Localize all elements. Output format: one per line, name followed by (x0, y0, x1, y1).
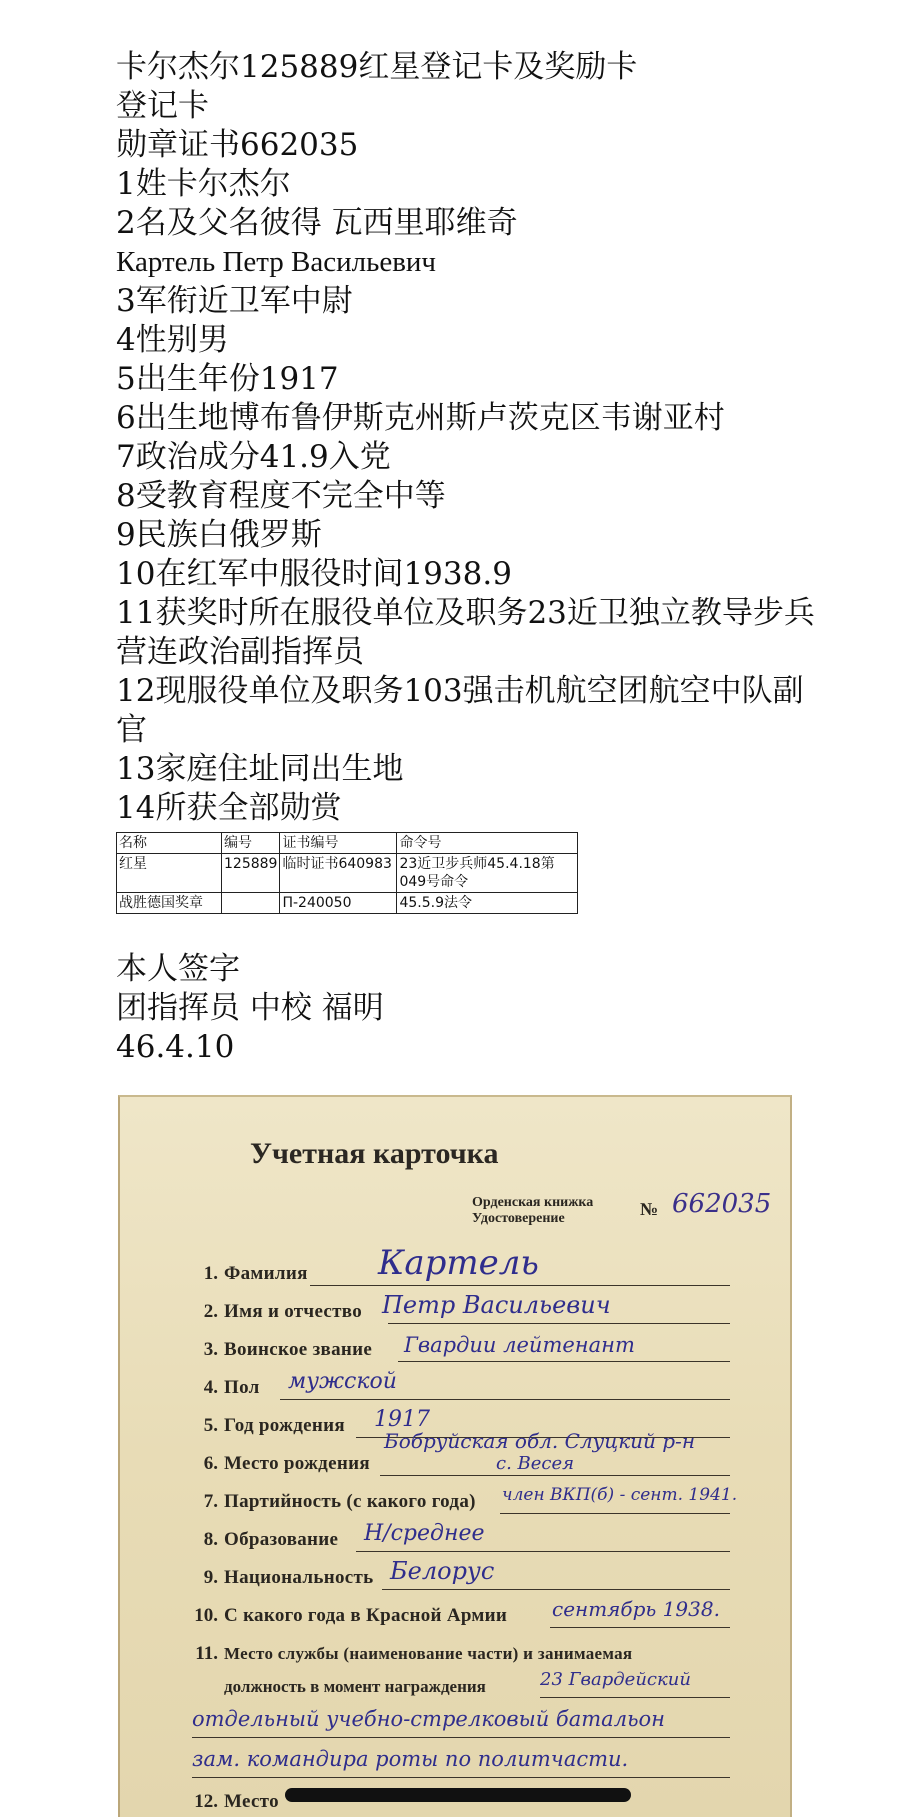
card-field-1 (192, 1263, 308, 1285)
card-field-number: 6. (203, 1453, 218, 1474)
card-field-label: С какого года в Красной Армии (224, 1605, 508, 1626)
table-cell: 红星 (117, 854, 222, 893)
table-cell: 45.5.9法令 (397, 893, 578, 914)
card-field-label: Имя и отчество (224, 1301, 363, 1322)
card-field-11-label-2: должность в момент награждения (224, 1677, 486, 1696)
field-6: 6出生地博布鲁伊斯克州斯卢茨克区韦谢亚村 (116, 400, 725, 436)
card-field-label: Год рождения (224, 1415, 345, 1436)
table-header: 证书编号 (280, 833, 397, 854)
card-field-11 (192, 1643, 632, 1665)
card-field-label: Место службы (наименование части) и занимаемая (224, 1644, 633, 1663)
card-value-service-1: 23 Гвардейский (540, 1669, 691, 1690)
card-field-number: 11. (195, 1643, 218, 1664)
card-field-number: 8. (203, 1529, 218, 1550)
card-field-label: Партийность (с какого года) (224, 1491, 476, 1512)
field-12: 12现服役单位及职务103强击机航空团航空中队副官 (116, 673, 804, 748)
field-8: 8受教育程度不完全中等 (116, 478, 446, 514)
field-2-russian: Картель Петр Васильевич (116, 246, 437, 278)
card-field-label: Воинское звание (224, 1339, 373, 1360)
table-row (117, 854, 578, 893)
card-number-label: № (640, 1199, 659, 1219)
field-3: 3军衔近卫军中尉 (116, 283, 353, 319)
card-field-number: 7. (203, 1491, 218, 1512)
card-book-label (472, 1195, 593, 1227)
card-value-party: член ВКП(б) - сент. 1941. (502, 1485, 738, 1505)
field-1: 1姓卡尔杰尔 (116, 166, 291, 202)
card-field-number: 4. (203, 1377, 218, 1398)
card-value-birthplace: Бобруйская обл. Слуцкий р-н (384, 1429, 695, 1453)
card-value-service-2: отдельный учебно-стрелковый батальон (192, 1707, 665, 1731)
table-row (117, 893, 578, 914)
doc-subtitle: 登记卡 (116, 88, 209, 124)
signature-label: 本人签字 (116, 951, 240, 987)
card-number-value: 662035 (672, 1189, 772, 1219)
medal-book-line: 勋章证书662035 (116, 127, 359, 163)
card-field-number: 3. (203, 1339, 218, 1360)
card-field-2 (192, 1301, 362, 1323)
signatory: 团指挥员 中校 福明 (116, 990, 384, 1026)
card-field-number: 10. (194, 1605, 218, 1626)
card-book-line-1: Орденская книжка (472, 1195, 594, 1210)
table-cell (222, 893, 280, 914)
field-5: 5出生年份1917 (116, 361, 339, 397)
card-value-service-3: зам. командира роты по политчасти. (192, 1747, 629, 1771)
card-field-number: 9. (203, 1567, 218, 1588)
card-value-birthplace-village: с. Весея (496, 1453, 575, 1474)
card-field-10 (192, 1605, 507, 1627)
awards-table (116, 832, 578, 914)
card-field-5 (192, 1415, 345, 1437)
table-cell: П-240050 (280, 893, 397, 914)
field-11: 11获奖时所在服役单位及职务23近卫独立教导步兵营连政治副指挥员 (116, 595, 815, 670)
field-10: 10在红军中服役时间1938.9 (116, 556, 512, 592)
table-cell: 临时证书640983 (280, 854, 397, 893)
card-field-number: 1. (203, 1263, 218, 1284)
table-cell: 125889 (222, 854, 280, 893)
table-cell: 23近卫步兵师45.4.18第049号命令 (397, 854, 578, 893)
card-value-surname: Картель (378, 1243, 539, 1283)
scanned-card-image (118, 1095, 792, 1817)
field-9: 9民族白俄罗斯 (116, 517, 322, 553)
card-book-line-2: Удостоверение (472, 1211, 565, 1226)
card-field-12 (192, 1791, 279, 1813)
table-header: 名称 (117, 833, 222, 854)
card-value-name: Петр Васильевич (382, 1291, 611, 1319)
table-header-row (117, 833, 578, 854)
card-field-number: 12. (194, 1791, 218, 1812)
card-field-label: Национальность (224, 1567, 374, 1588)
card-field-3 (192, 1339, 372, 1361)
card-field-4 (192, 1377, 260, 1399)
doc-title: 卡尔杰尔125889红星登记卡及奖励卡 (116, 49, 638, 85)
card-value-birth-year: 1917 (374, 1407, 430, 1432)
field-14: 14所获全部勋赏 (116, 790, 342, 826)
field-13: 13家庭住址同出生地 (116, 751, 404, 787)
card-field-label: Фамилия (224, 1263, 308, 1284)
card-value-education: Н/среднее (364, 1521, 485, 1546)
card-field-label: Место (224, 1791, 279, 1812)
card-field-8 (192, 1529, 338, 1551)
card-value-army-since: сентябрь 1938. (552, 1597, 720, 1621)
card-field-7 (192, 1491, 476, 1513)
card-value-sex: мужской (288, 1369, 397, 1394)
card-field-label: Пол (224, 1377, 260, 1398)
card-field-label: Место рождения (224, 1453, 370, 1474)
field-2: 2名及父名彼得 瓦西里耶维奇 (116, 205, 518, 241)
signature-date: 46.4.10 (116, 1029, 235, 1065)
card-value-rank: Гвардии лейтенант (404, 1333, 635, 1357)
translation-text (116, 48, 816, 1067)
table-cell: 战胜德国奖章 (117, 893, 222, 914)
field-4: 4性别男 (116, 322, 229, 358)
table-header: 命令号 (397, 833, 578, 854)
card-title: Учетная карточка (250, 1137, 499, 1170)
card-field-number: 5. (203, 1415, 218, 1436)
field-7: 7政治成分41.9入党 (116, 439, 391, 475)
card-field-9 (192, 1567, 373, 1589)
card-field-label: Образование (224, 1529, 339, 1550)
card-field-6 (192, 1453, 370, 1475)
card-field-number: 2. (203, 1301, 218, 1322)
card-value-nationality: Белорус (390, 1557, 495, 1585)
table-header: 编号 (222, 833, 280, 854)
